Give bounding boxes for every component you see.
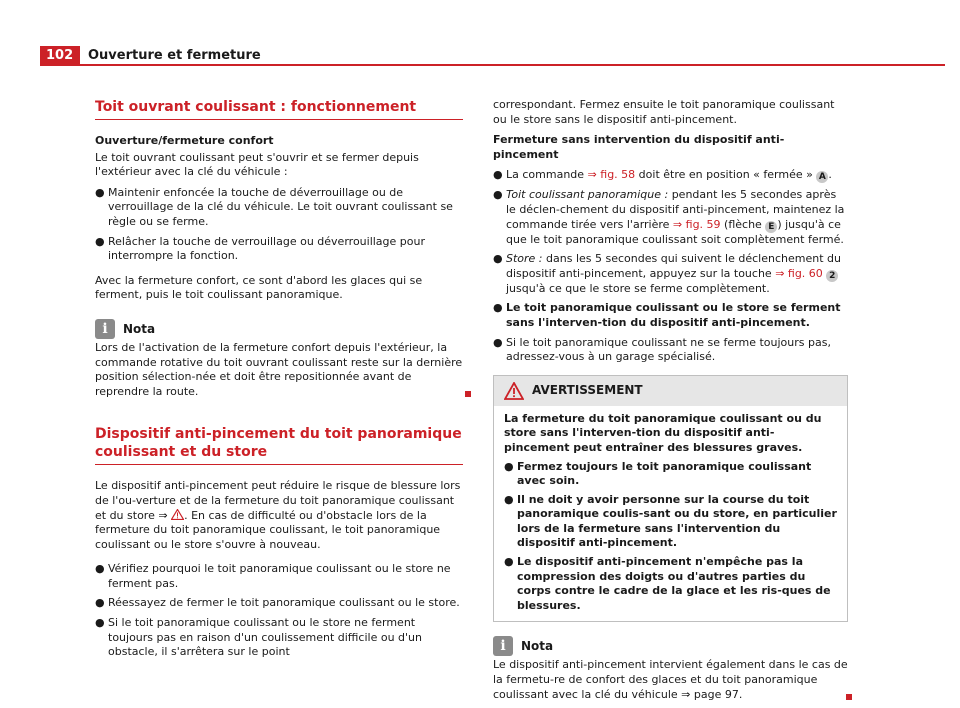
list-item — [504, 460, 837, 489]
callout-a-icon: A — [816, 171, 828, 183]
list-item-text: La commande — [506, 168, 585, 182]
section-title-anti-pinch: Dispositif anti-pincement du toit panoramique coulissant et du store — [95, 425, 463, 465]
list-item-text: Le dispositif anti-pincement n'empêche pas la compression des doigts ou d'autres parties du corps contre le cadre de la glace et les ris-ques de blessures. — [517, 555, 831, 612]
header-title: Ouverture et fermeture — [88, 48, 261, 63]
list-item-text: Le toit panoramique coulissant ou le store se ferment sans l'interven-tion du dispositif anti-pincement. — [506, 301, 841, 329]
list-item — [95, 596, 463, 611]
list-item — [493, 188, 848, 247]
right-column — [493, 98, 848, 708]
list-item — [493, 168, 848, 183]
bullet-icon: ● — [493, 335, 503, 349]
warning-icon[interactable] — [171, 509, 184, 520]
fig-58-link[interactable]: ⇒ fig. 58 — [587, 168, 636, 182]
bullet-icon: ● — [493, 301, 503, 315]
end-of-section-icon — [846, 694, 852, 700]
list-item — [493, 301, 848, 330]
list-item — [95, 562, 463, 591]
nota-text-content: Lors de l'activation de la fermeture confort depuis l'extérieur, la commande rotative du toit ouvrant coulissant reste sur la dernière position sélection-née et doit être repositionnée avant de reprendre la route. — [95, 340, 463, 398]
info-icon: i — [95, 319, 115, 339]
warning-box — [493, 375, 848, 623]
callout-2-icon: 2 — [826, 270, 838, 282]
list-item-text: Si le toit panoramique coulissant ou le store ne ferment toujours pas en raison d'un coulissement difficile ou d'un obstacle, il s'arrêtera sur le point — [108, 616, 423, 659]
nota-title: Nota — [123, 321, 156, 336]
list-item — [95, 235, 463, 264]
list-item — [504, 493, 837, 551]
bullet-icon: ● — [493, 188, 503, 202]
bullet-icon: ● — [493, 252, 503, 266]
bullet-icon: ● — [504, 555, 514, 569]
header-rule — [80, 64, 945, 66]
paragraph-text: Le dispositif anti-pincement peut réduire le risque de blessure lors de l'ou-verture et de la fermeture du toit panoramique coulissant et du store ⇒ — [95, 479, 461, 522]
list-item-text: ) jusqu'à ce que le toit panoramique coulissant soit complètement fermé. — [506, 217, 844, 246]
bullet-icon: ● — [504, 492, 514, 506]
bullet-icon: ● — [95, 616, 105, 630]
list-item-text: jusqu'à ce que le store se ferme complètement. — [506, 281, 770, 295]
nota-text-content: Le dispositif anti-pincement intervient également dans le cas de la fermetu-re de confort des glaces et du toit panoramique coulissant avec la clé du véhicule ⇒ page 97. — [493, 658, 848, 701]
nota-text — [95, 341, 463, 399]
warning-text: La fermeture du toit panoramique coulissant ou du store sans l'interven-tion du dispositif anti-pincement peut entraîner des blessures graves. — [504, 411, 822, 454]
list-item-text: Réessayez de fermer le toit panoramique coulissant ou le store. — [108, 596, 460, 610]
paragraph: correspondant. Fermez ensuite le toit panoramique coulissant ou le store sans le dispositif anti-pincement. — [493, 98, 835, 126]
list-item — [493, 252, 848, 296]
paragraph — [95, 479, 463, 552]
list-item-text: Il ne doit y avoir personne sur la course du toit panoramique coulis-sant ou du store, en particulier lors de la fermeture sans l'intervention du dispositif anti-pincement. — [517, 492, 837, 550]
nota-text — [493, 658, 848, 702]
list-item-text: pendant les 5 secondes après le déclen-chement du dispositif anti-pincement, maintenez la commande tirée vers l'arrière — [506, 188, 845, 231]
list-item-text: (flèche — [724, 217, 762, 231]
bullet-icon: ● — [95, 562, 105, 576]
bullet-icon: ● — [95, 234, 105, 248]
end-of-section-icon — [465, 391, 471, 397]
fig-60-link[interactable]: ⇒ fig. 60 — [775, 266, 823, 280]
nota-heading — [95, 319, 463, 339]
paragraph: Le toit ouvrant coulissant peut s'ouvrir et se fermer depuis l'extérieur avec la clé du véhicule : — [95, 150, 419, 179]
bullet-icon: ● — [504, 459, 514, 473]
nota-heading — [493, 636, 848, 656]
fig-59-link[interactable]: ⇒ fig. 59 — [672, 217, 721, 231]
list-item — [493, 336, 848, 365]
list-item-text: Relâcher la touche de verrouillage ou déverrouillage pour interrompre la fonction. — [108, 234, 426, 263]
list-item-text: doit être en position « fermée » — [638, 168, 813, 182]
left-column — [95, 94, 463, 665]
list-item-text: dans les 5 secondes qui suivent le déclenchement du dispositif anti-pincement, appuyez sur la touche — [506, 252, 841, 280]
list-item-text: . — [828, 168, 832, 182]
list-item-label: Toit coulissant panoramique : — [506, 188, 669, 202]
bullet-icon: ● — [95, 596, 105, 610]
bullet-icon: ● — [493, 168, 503, 182]
callout-e-icon: E — [765, 221, 777, 233]
list-item-text: Vérifiez pourquoi le toit panoramique coulissant ou le store ne ferment pas. — [108, 562, 451, 590]
warning-title: AVERTISSEMENT — [532, 383, 643, 398]
list-item-label: Store : — [506, 252, 543, 266]
page-header — [40, 46, 945, 66]
section-title-sunroof: Toit ouvrant coulissant : fonctionnement — [95, 98, 463, 120]
list-item-text: Fermez toujours le toit panoramique coulissant avec soin. — [517, 459, 812, 488]
list-item — [95, 616, 463, 660]
warning-triangle-icon — [504, 382, 524, 400]
subheading-confort: Ouverture/fermeture confort — [95, 134, 274, 147]
info-icon: i — [493, 636, 513, 656]
list-item-text: Maintenir enfoncée la touche de déverrouillage ou de verrouillage de la clé du véhicule. Le toit ouvrant coulissant se règle ou se ferme. — [108, 185, 453, 228]
warning-body — [494, 406, 847, 622]
page-number: 102 — [40, 46, 80, 66]
paragraph: Avec la fermeture confort, ce sont d'abord les glaces qui se ferment, puis le toit coulissant panoramique. — [95, 273, 423, 302]
list-item-text: Si le toit panoramique coulissant ne se ferme toujours pas, adressez-vous à un garage spécialisé. — [506, 335, 831, 364]
list-item — [95, 186, 463, 230]
paragraph-text: . En cas de difficulté ou d'obstacle lors de la fermeture du toit panoramique coulissant, le toit panoramique coulissant ou le store s'ouvre à nouveau. — [95, 508, 441, 551]
subheading-sans-anti-pincement: Fermeture sans intervention du dispositif anti-pincement — [493, 133, 785, 161]
bullet-icon: ● — [95, 185, 105, 199]
warning-header — [494, 376, 847, 406]
list-item — [504, 555, 837, 613]
nota-title: Nota — [521, 639, 554, 654]
